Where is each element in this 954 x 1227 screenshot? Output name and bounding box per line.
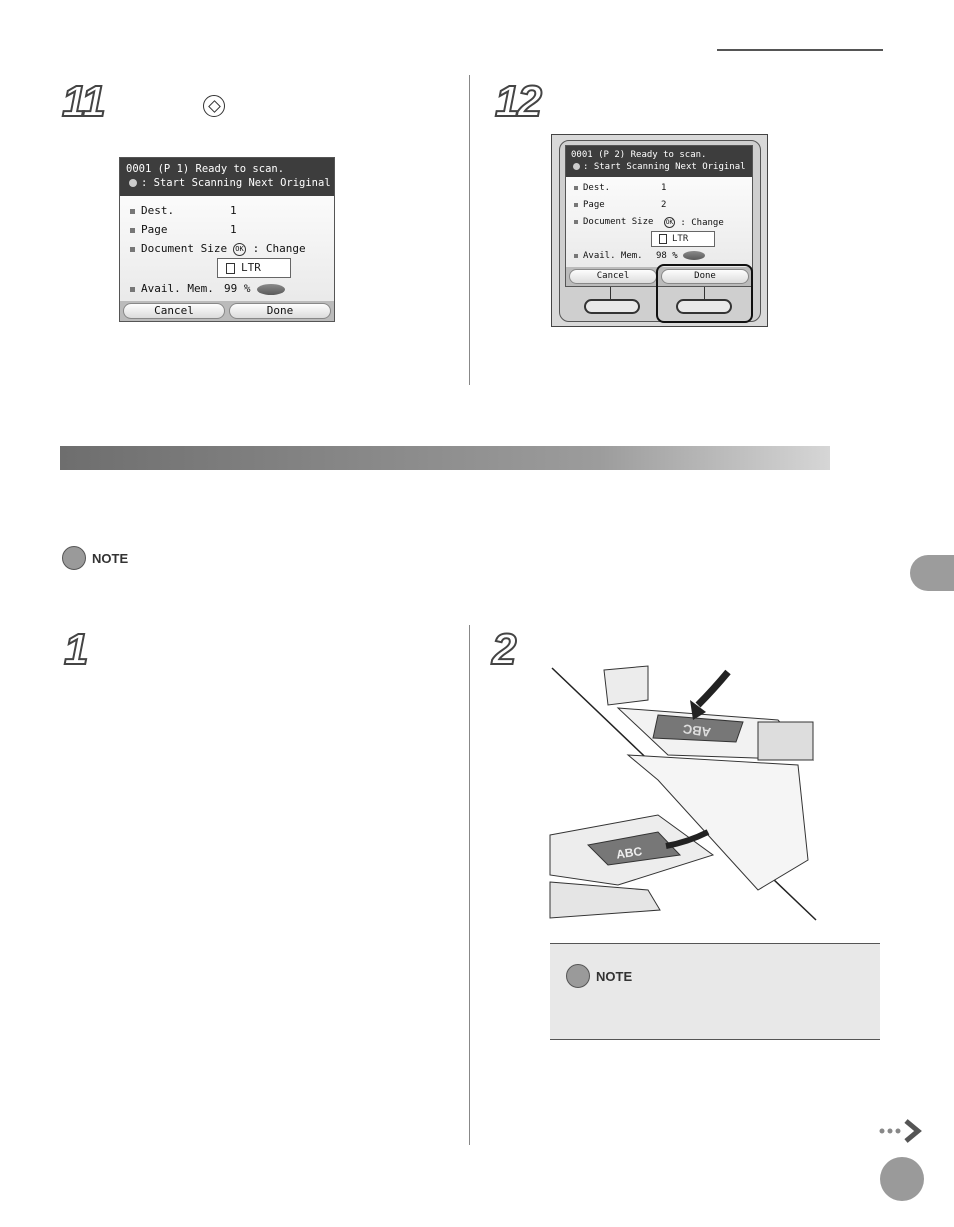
pencil-note-icon: [566, 964, 590, 988]
scanner-lid: [604, 666, 648, 705]
done-button[interactable]: Done: [661, 269, 749, 284]
step2-note-box: [550, 943, 880, 1040]
column-divider-top: [469, 75, 470, 385]
bullet-icon: [574, 186, 578, 190]
memory-pie-icon: [257, 284, 285, 295]
next-page-arrow-icon[interactable]: [878, 1117, 924, 1145]
avail-mem-label: Avail. Mem.: [141, 282, 214, 295]
paper-size-box[interactable]: [651, 231, 715, 247]
document-icon: [226, 263, 235, 274]
dest-value: 1: [230, 204, 237, 217]
done-highlight-frame: [656, 264, 753, 323]
done-button[interactable]: Done: [229, 303, 331, 319]
lcd-status-line: 0001 (P 2) Ready to scan.: [571, 150, 707, 160]
page-label: Page: [141, 223, 168, 236]
cancel-button[interactable]: Cancel: [123, 303, 225, 319]
start-button-icon: [203, 95, 225, 117]
page-number-badge: [880, 1157, 924, 1201]
operation-panel: [758, 722, 813, 760]
step-number-12: 12: [495, 77, 540, 126]
paper-size-value: LTR: [241, 261, 261, 274]
bullet-icon: [130, 247, 135, 252]
bullet-icon: [574, 254, 578, 258]
page-label: Page: [583, 200, 605, 210]
bullet-icon: [574, 220, 578, 224]
note-label: NOTE: [596, 968, 633, 984]
cancel-button[interactable]: Cancel: [569, 269, 657, 284]
paper-size-box[interactable]: [217, 258, 291, 278]
bullet-icon: [130, 228, 135, 233]
lcd-status-line: 0001 (P 1) Ready to scan.: [126, 163, 285, 175]
bullet-icon: [130, 287, 135, 292]
pencil-note-icon: [62, 546, 86, 570]
printer-front: [550, 882, 660, 918]
start-icon: [129, 179, 137, 187]
avail-mem-value: 99 %: [224, 282, 251, 295]
dest-label: Dest.: [583, 183, 611, 193]
change-label: : Change: [680, 218, 724, 228]
memory-pie-icon: [683, 251, 705, 260]
note-heading: [62, 546, 128, 570]
cancel-hard-key[interactable]: [584, 299, 640, 314]
feeder-document-text: ABC: [615, 844, 643, 862]
step-number-11: 11: [62, 77, 104, 126]
document-size-label: Document Size: [583, 217, 654, 227]
section-banner: [60, 446, 830, 470]
ok-button-icon: OK: [665, 219, 674, 226]
document-icon: [659, 234, 667, 244]
control-panel-illustration: [551, 134, 768, 327]
down-arrow-icon: [698, 672, 728, 705]
lcd-instruction-line: : Start Scanning Next Original: [141, 177, 331, 189]
start-icon: [573, 163, 580, 170]
dest-label: Dest.: [141, 204, 175, 217]
page-value: 2: [661, 200, 667, 210]
column-divider-bottom: [469, 625, 470, 1145]
document-text: ABC: [681, 721, 712, 741]
page-value: 1: [230, 223, 237, 236]
bullet-icon: [574, 203, 578, 207]
paper-size-value: LTR: [672, 234, 689, 244]
change-label: : Change: [252, 242, 306, 255]
chapter-tab: [910, 555, 954, 591]
step-number-1: 1: [64, 625, 87, 674]
avail-mem-label: Avail. Mem.: [583, 251, 643, 261]
ok-button-icon: OK: [233, 243, 246, 256]
step2-note-heading: [566, 964, 632, 988]
document-placement-illustration: [548, 660, 818, 922]
header-rule: [717, 49, 883, 51]
lcd-screen-step11: [119, 157, 335, 322]
lcd-instruction-line: : Start Scanning Next Original: [583, 162, 746, 172]
avail-mem-value: 98 %: [656, 251, 678, 261]
step-number-2: 2: [492, 625, 515, 674]
document-size-label: Document Size: [141, 242, 228, 255]
dest-value: 1: [661, 183, 667, 193]
note-label: NOTE: [92, 550, 129, 566]
bullet-icon: [130, 209, 135, 214]
